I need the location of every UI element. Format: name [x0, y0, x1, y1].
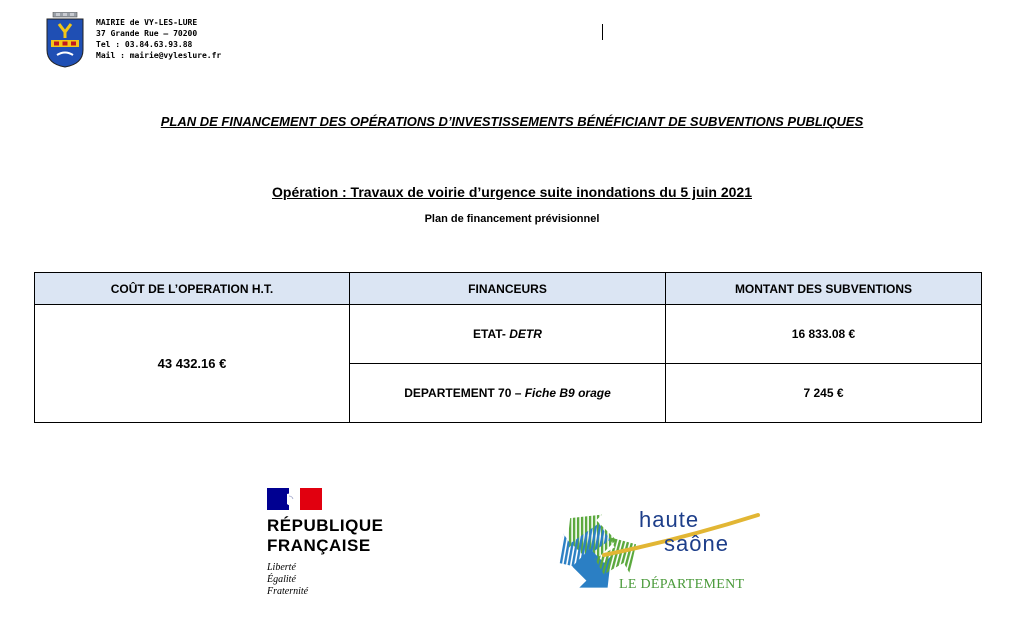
saone-word: saône	[664, 531, 729, 556]
republique-name	[267, 516, 383, 556]
document-subtitle: Plan de financement prévisionnel	[424, 213, 600, 225]
motto-egalite: Égalité	[267, 574, 296, 585]
document-title: PLAN DE FINANCEMENT DES OPÉRATIONS D’INVESTISSEMENTS BÉNÉFICIANT DE SUBVENTIONS PUBLIQUES	[160, 114, 864, 129]
amount-cell: 7 245 €	[666, 364, 982, 423]
motto-fraternite: Fraternité	[267, 586, 309, 597]
funder-cell	[350, 364, 666, 423]
operation-title: Opération : Travaux de voirie d’urgence suite inondations du 5 juin 2021	[272, 184, 752, 200]
text-cursor	[602, 24, 603, 40]
department-label: LE DÉPARTEMENT	[619, 577, 745, 592]
table-row	[35, 305, 982, 364]
funder-detail: DETR	[509, 327, 542, 341]
mairie-street: 37 Grande Rue – 70200	[96, 29, 198, 38]
funder-name: ETAT-	[473, 327, 510, 341]
mairie-address-block	[96, 17, 221, 61]
republique-francaise-logo	[267, 488, 407, 608]
haute-saone-logo	[552, 505, 767, 605]
financing-table	[34, 272, 982, 423]
header-amount: MONTANT DES SUBVENTIONS	[666, 273, 982, 305]
amount-cell: 16 833.08 €	[666, 305, 982, 364]
table-header-row	[35, 273, 982, 305]
funder-detail: Fiche B9 orage	[524, 386, 611, 400]
marianne-flag-icon	[267, 488, 322, 510]
mairie-name: MAIRIE de VY-LES-LURE	[96, 18, 198, 27]
mairie-email[interactable]: Mail : mairie@vyleslure.fr	[96, 51, 222, 60]
header-cost: COÛT DE L’OPERATION H.T.	[35, 273, 350, 305]
motto-liberte: Liberté	[267, 562, 296, 573]
commune-crest-logo	[45, 12, 85, 68]
header-funders: FINANCEURS	[350, 273, 666, 305]
francaise-line: FRANÇAISE	[267, 536, 371, 555]
operation-cost-cell: 43 432.16 €	[35, 305, 350, 423]
republique-line: RÉPUBLIQUE	[267, 516, 384, 535]
funder-cell	[350, 305, 666, 364]
mairie-phone: Tel : 03.84.63.93.88	[96, 40, 193, 49]
funder-name: DEPARTEMENT 70 –	[404, 386, 525, 400]
republique-motto	[267, 562, 308, 598]
haute-word: haute	[639, 507, 700, 532]
